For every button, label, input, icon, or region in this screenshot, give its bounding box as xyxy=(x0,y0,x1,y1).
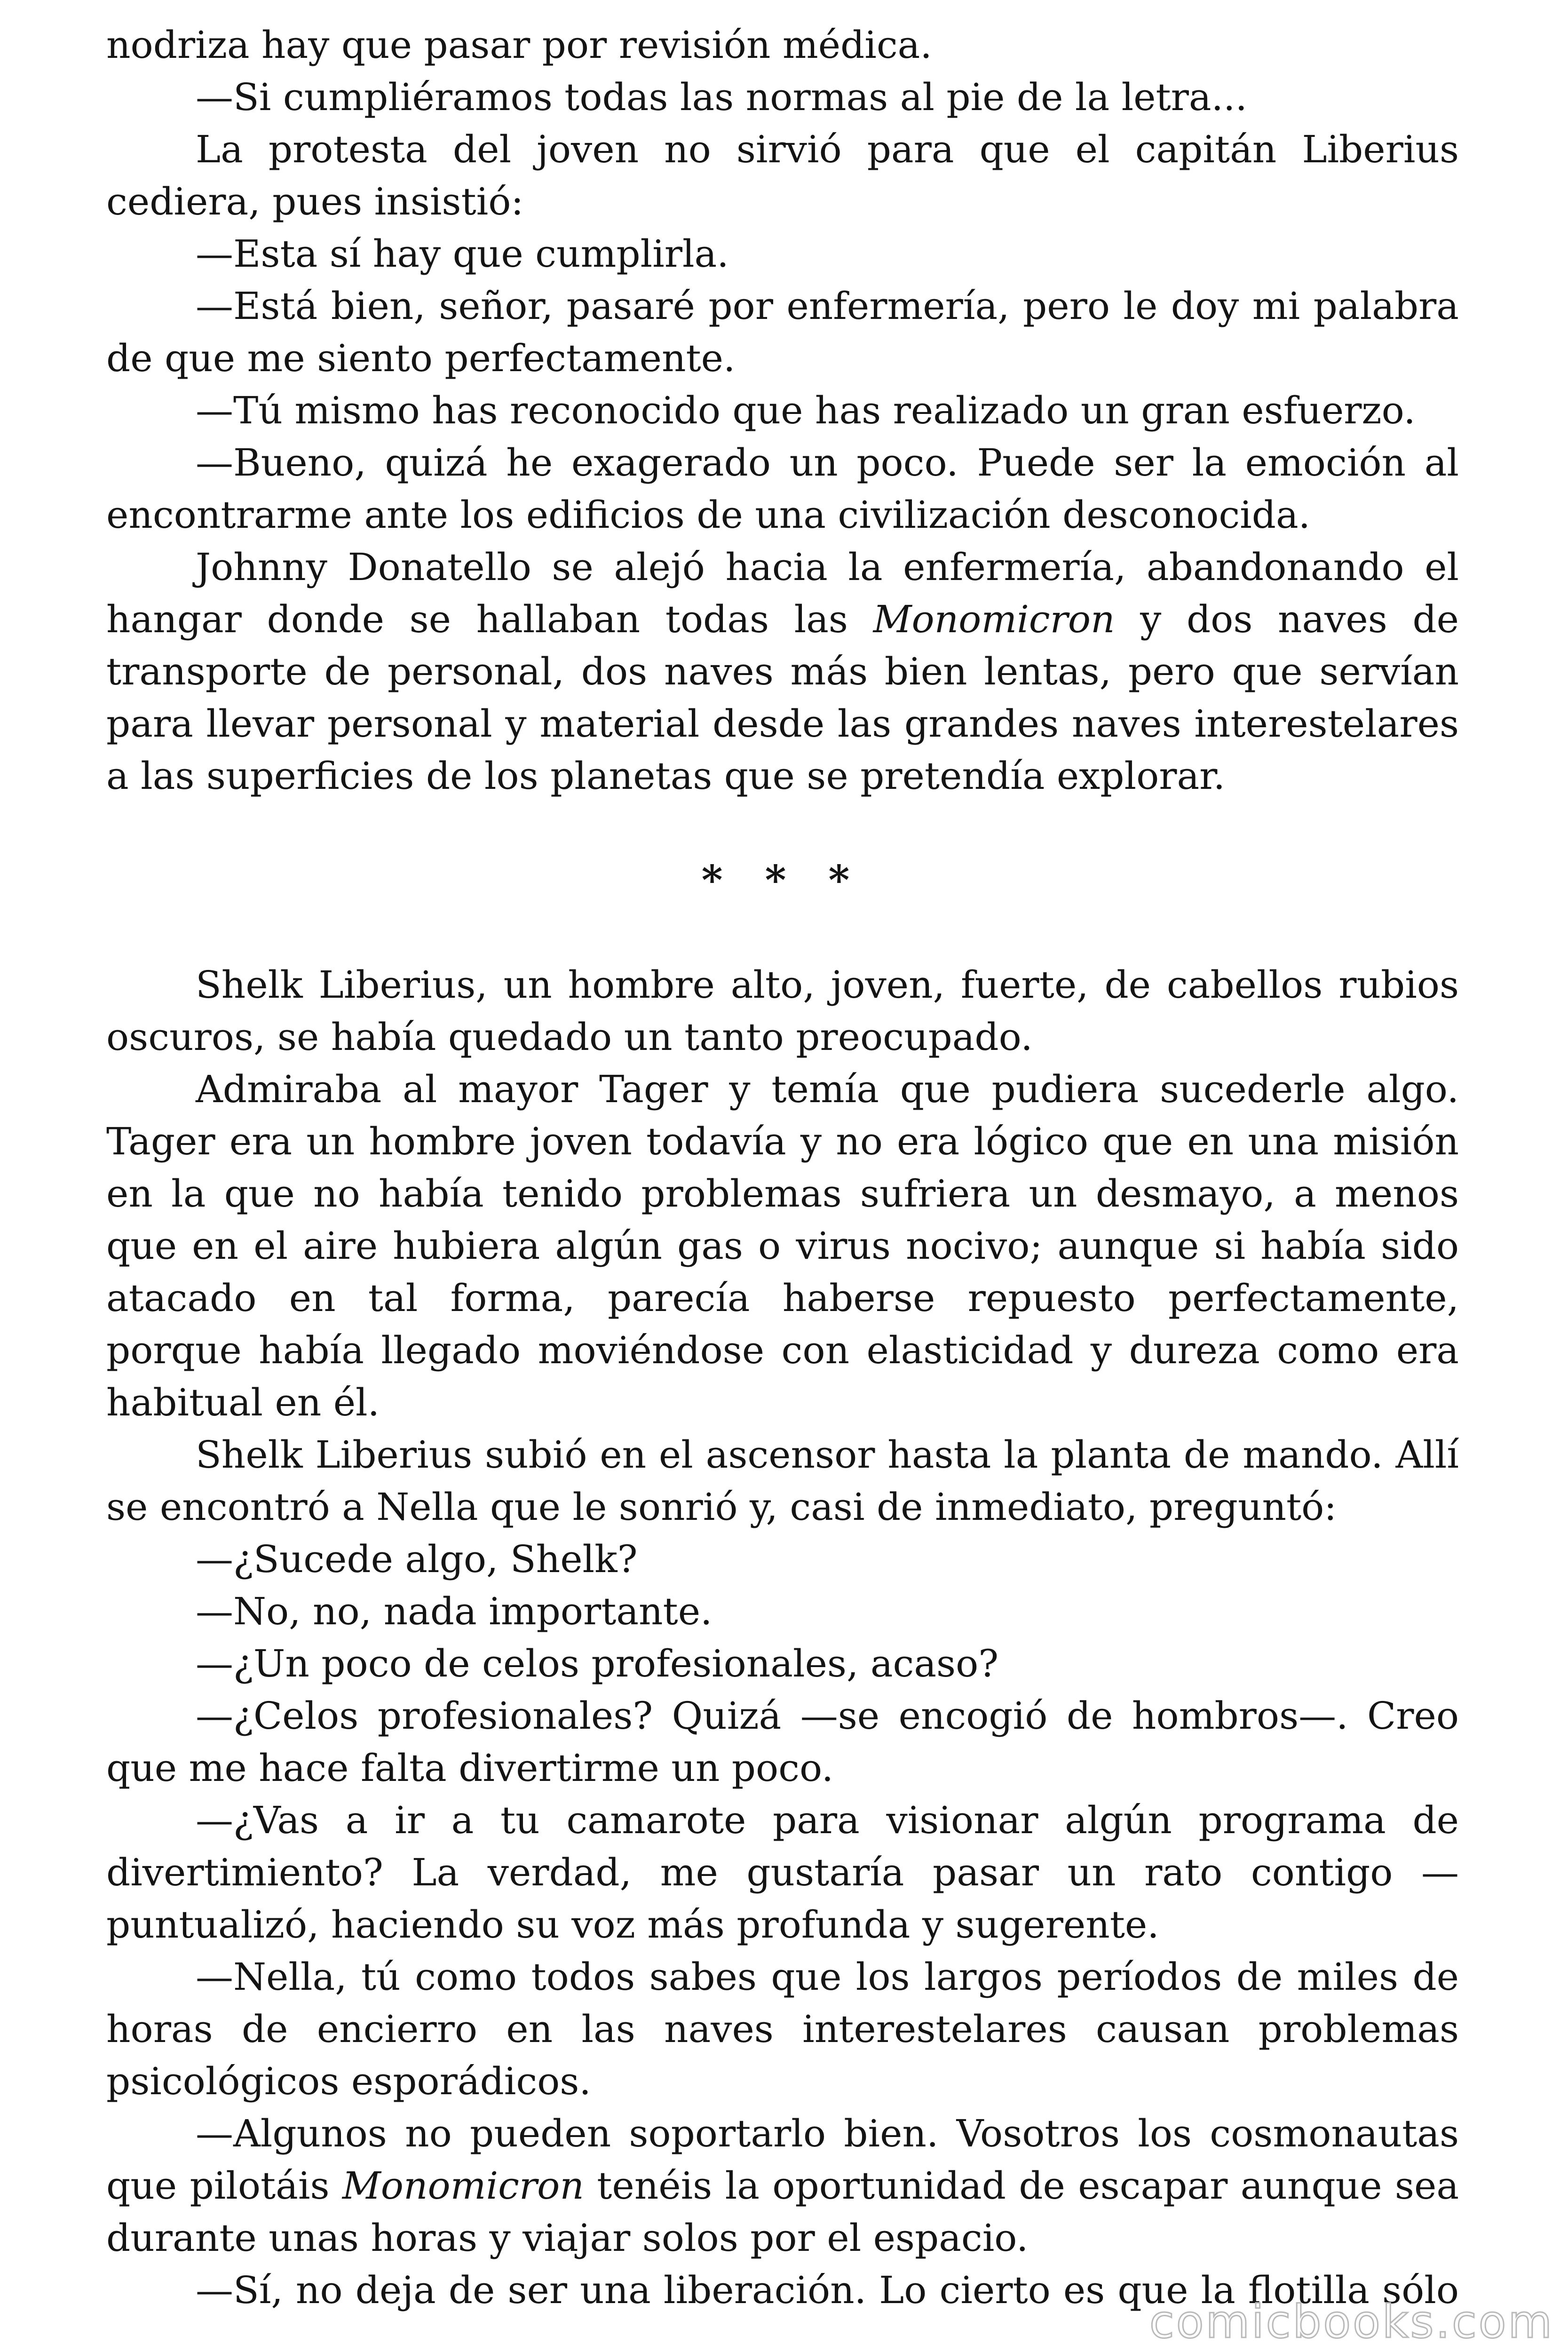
paragraph: —¿Sucede algo, Shelk? xyxy=(196,1537,638,1581)
paragraph: Admiraba al mayor Tager y temía que pudiera sucederle algo. Tager era un hombre joven todavía y no era lógico que en una misión en la que no había tenido problemas sufriera un desmayo, a menos que en el aire hubiera algún gas o virus nocivo; aunque si había sido atacado en tal forma, parecía haberse repuesto perfectamente, porque había llegado moviéndose con elasticidad y dureza como era habitual en él. xyxy=(106,1067,1459,1424)
paragraph xyxy=(106,2107,1459,2264)
watermark: comicbooks.com xyxy=(1149,2296,1554,2348)
ship-name: Monomicron xyxy=(873,597,1115,641)
paragraph: La protesta del joven no sirvió para que el capitán Liberius cediera, pues insistió: xyxy=(106,127,1459,223)
paragraph: —Esta sí hay que cumplirla. xyxy=(196,232,729,276)
paragraph: nodriza hay que pasar por revisión médica. xyxy=(106,23,932,67)
book-page xyxy=(106,19,1459,2316)
paragraph-text: —Algunos no pueden soportarlo bien. Vosotros los cosmonautas que pilotáis xyxy=(106,2112,1459,2208)
paragraph: —¿Vas a ir a tu camarote para visionar algún programa de divertimiento? La verdad, me gustaría pasar un rato contigo —puntualizó, haciendo su voz más profunda y sugerente. xyxy=(106,1798,1459,1947)
section-separator: * * * xyxy=(701,857,864,904)
paragraph: —Bueno, quizá he exagerado un poco. Puede ser la emoción al encontrarme ante los edificios de una civilización desconocida. xyxy=(106,441,1459,537)
ship-name: Monomicron xyxy=(342,2164,584,2208)
paragraph: Shelk Liberius, un hombre alto, joven, fuerte, de cabellos rubios oscuros, se había quedado un tanto preocupado. xyxy=(106,963,1459,1059)
paragraph: —No, no, nada importante. xyxy=(196,1589,713,1633)
paragraph-text: y dos naves de transporte de personal, dos naves más bien lentas, pero que servían para llevar personal y material desde las grandes naves interestelares a las superficies de los planetas que se pretendía explorar. xyxy=(106,597,1459,798)
paragraph-text: Johnny Donatello se alejó hacia la enfermería, abandonando el hangar donde se hallaban todas las xyxy=(106,545,1459,641)
paragraph xyxy=(106,541,1459,802)
paragraph: —Sí, no deja de ser una liberación. Lo cierto es que la flotilla sólo xyxy=(196,2268,1459,2312)
paragraph: —Está bien, señor, pasaré por enfermería, pero le doy mi palabra de que me siento perfectamente. xyxy=(106,284,1459,380)
paragraph: —¿Un poco de celos profesionales, acaso? xyxy=(196,1642,999,1685)
paragraph: —¿Celos profesionales? Quizá —se encogió de hombros—. Creo que me hace falta divertirme un poco. xyxy=(106,1694,1459,1790)
paragraph: —Nella, tú como todos sabes que los largos períodos de miles de horas de encierro en las naves interestelares causan problemas psicológicos esporádicos. xyxy=(106,1955,1459,2103)
paragraph: —Tú mismo has reconocido que has realizado un gran esfuerzo. xyxy=(196,389,1416,432)
paragraph-text: tenéis la oportunidad de escapar aunque sea durante unas horas y viajar solos por el espacio. xyxy=(106,2164,1459,2260)
paragraph: —Si cumpliéramos todas las normas al pie de la letra... xyxy=(196,75,1247,119)
paragraph: Shelk Liberius subió en el ascensor hasta la planta de mando. Allí se encontró a Nella que le sonrió y, casi de inmediato, preguntó: xyxy=(106,1433,1459,1529)
